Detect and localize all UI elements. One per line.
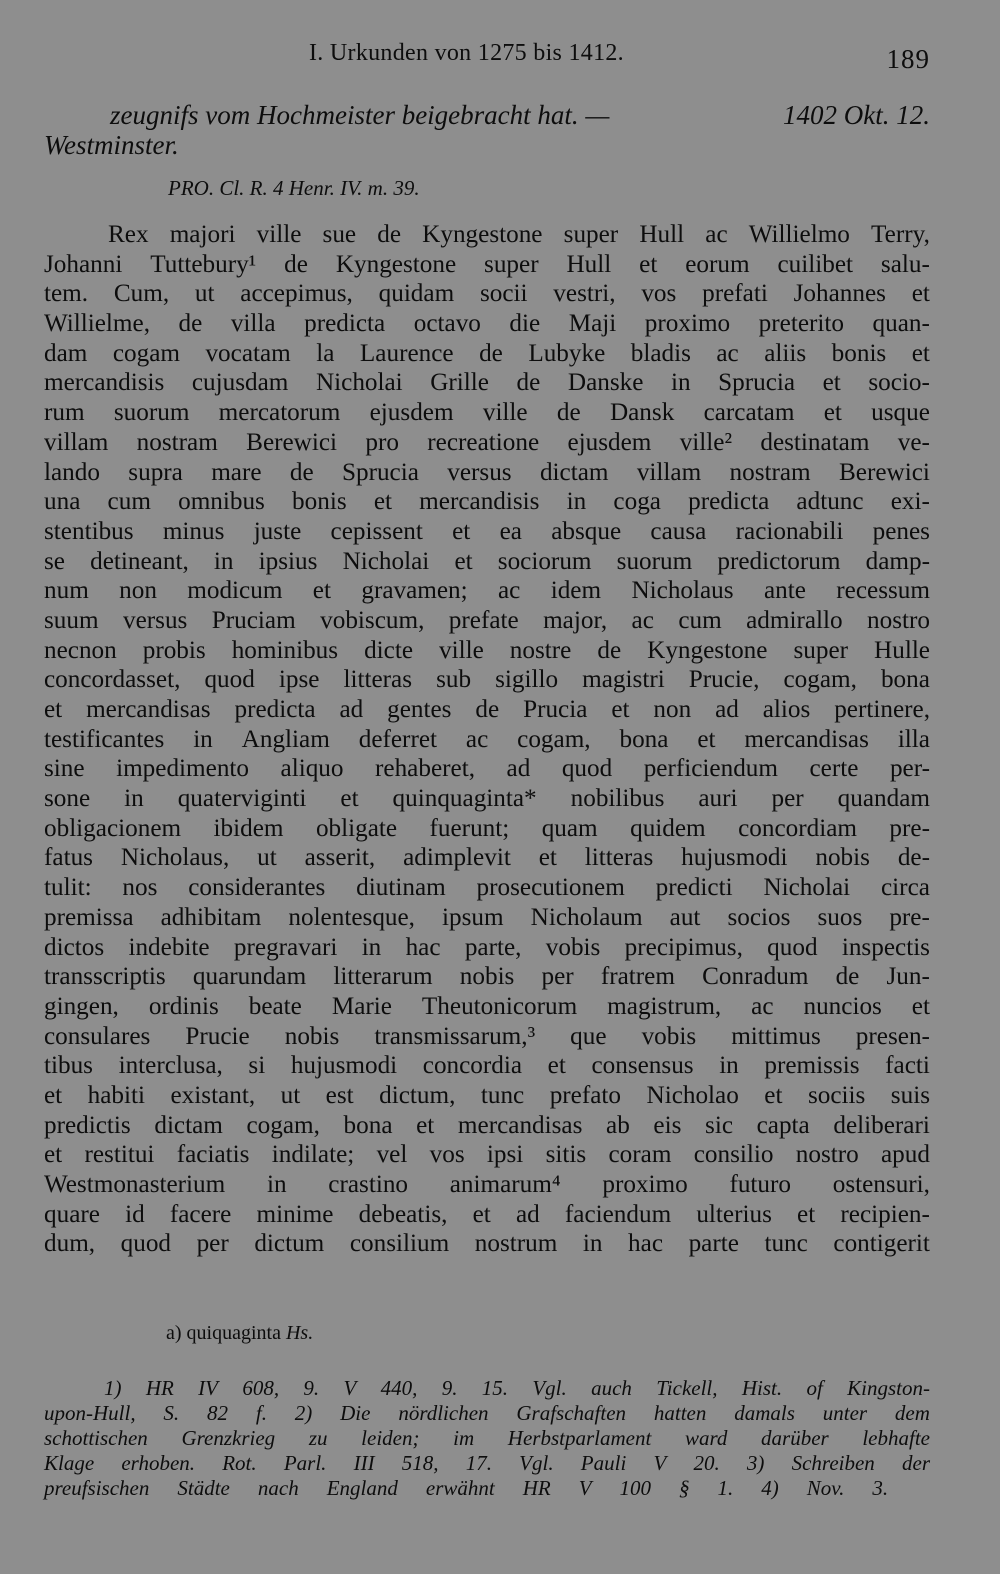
body-line: mercandisis cujusdam Nicholai Grille de Danske in Sprucia et socio-	[44, 369, 930, 397]
body-line: predictis dictam cogam, bona et mercandisas ab eis sic capta deliberari	[44, 1111, 930, 1139]
body-line: Rex majori ville sue de Kyngestone super Hull ac Willielmo Terry,	[108, 221, 930, 248]
page-header	[44, 40, 930, 80]
body-line: premissa adhibitam nolentesque, ipsum Nicholaum aut socios suos pre-	[44, 903, 930, 931]
footnotes	[44, 1376, 930, 1501]
body-line: et habiti existant, ut est dictum, tunc prefato Nicholao et sociis suis	[44, 1081, 930, 1109]
heading-line-1	[44, 100, 930, 130]
body-line: tem. Cum, ut accepimus, quidam socii vestri, vos prefati Johannes et	[44, 280, 930, 308]
footnote-line: schottischen Grenzkrieg zu leiden; im Herbstparlament ward darüber lebhafte	[44, 1426, 930, 1450]
critical-apparatus	[166, 1322, 313, 1345]
body-line: Westmonasterium in crastino animarum⁴ proximo futuro ostensuri,	[44, 1171, 930, 1198]
apparatus-siglum: Hs.	[285, 1322, 314, 1344]
body-line: et restitui faciatis indilate; vel vos ipsi sitis coram consilio nostro apud	[44, 1141, 930, 1169]
body-line: concordasset, quod ipse litteras sub sigillo magistri Prucie, cogam, bona	[44, 666, 930, 694]
apparatus-note: a) quiquaginta	[166, 1322, 281, 1344]
body-line: suum versus Pruciam vobiscum, prefate major, ac cum admirallo nostro	[44, 606, 930, 634]
document-body	[44, 220, 930, 1259]
document-page	[44, 0, 930, 1574]
body-line: se detineant, in ipsius Nicholai et sociorum suorum predictorum damp-	[44, 547, 930, 575]
source-reference: PRO. Cl. R. 4 Henr. IV. m. 39.	[168, 176, 420, 200]
footnote-line: 1) HR IV 608, 9. V 440, 9. 15. Vgl. auch Tickell, Hist. of Kingston-	[104, 1376, 930, 1400]
body-line: et mercandisas predicta ad gentes de Prucia et non ad alios pertinere,	[44, 696, 930, 723]
body-line: villam nostram Berewici pro recreatione ejusdem ville² destinatam ve-	[44, 428, 930, 456]
footnote-line: Klage erhoben. Rot. Parl. III 518, 17. Vgl. Pauli V 20. 3) Schreiben der	[44, 1451, 930, 1475]
body-line: sine impedimento aliquo rehaberet, ad quod perficiendum certe per-	[44, 755, 930, 783]
page-number: 189	[886, 44, 930, 74]
heading-summary: zeugnifs vom Hochmeister beigebracht hat. —	[110, 100, 610, 130]
body-line: rum suorum mercatorum ejusdem ville de Dansk carcatam et usque	[44, 399, 930, 427]
body-line: Johanni Tuttebury¹ de Kyngestone super Hull et eorum cuilibet salu-	[44, 250, 930, 278]
body-line: num non modicum et gravamen; ac idem Nicholaus ante recessum	[44, 577, 930, 605]
body-line: gingen, ordinis beate Marie Theutonicorum magistrum, ac nuncios et	[44, 992, 930, 1020]
body-line: una cum omnibus bonis et mercandisis in coga predicta adtunc exi-	[44, 488, 930, 516]
body-line: testificantes in Angliam deferret ac cogam, bona et mercandisas illa	[44, 725, 930, 753]
body-line: quare id facere minime debeatis, et ad faciendum ulterius et recipien-	[44, 1200, 930, 1228]
footnote-line: upon-Hull, S. 82 f. 2) Die nördlichen Grafschaften hatten damals unter dem	[44, 1401, 930, 1425]
heading-date: 1402 Okt. 12.	[783, 100, 930, 130]
body-line: necnon probis hominibus dicte ville nostre de Kyngestone super Hulle	[44, 636, 930, 664]
body-line: sone in quaterviginti et quinquaginta* nobilibus auri per quandam	[44, 785, 930, 813]
body-line: consulares Prucie nobis transmissarum,³ que vobis mittimus presen-	[44, 1022, 930, 1050]
body-line: obligacionem ibidem obligate fuerunt; quam quidem concordiam pre-	[44, 814, 930, 842]
body-line: lando supra mare de Sprucia versus dictam villam nostram Berewici	[44, 458, 930, 486]
body-line: tulit: nos considerantes diutinam prosecutionem predicti Nicholai circa	[44, 874, 930, 902]
document-heading	[44, 100, 930, 160]
running-title: I. Urkunden von 1275 bis 1412.	[309, 40, 624, 66]
body-line: fatus Nicholaus, ut asserit, adimplevit et litteras hujusmodi nobis de-	[44, 844, 930, 872]
body-line: tibus interclusa, si hujusmodi concordia et consensus in premissis facti	[44, 1052, 930, 1080]
body-line: Willielme, de villa predicta octavo die Maji proximo preterito quan-	[44, 310, 930, 338]
heading-place: Westminster.	[44, 130, 179, 160]
body-line: dum, quod per dictum consilium nostrum in hac parte tunc contigerit	[44, 1230, 930, 1258]
body-line: transscriptis quarundam litterarum nobis per fratrem Conradum de Jun-	[44, 963, 930, 991]
body-line: dictos indebite pregravari in hac parte, vobis precipimus, quod inspectis	[44, 933, 930, 961]
footnote-line: preufsischen Städte nach England erwähnt HR V 100 § 1. 4) Nov. 3.	[44, 1476, 889, 1500]
body-line: stentibus minus juste cepissent et ea absque causa racionabili penes	[44, 517, 930, 545]
body-line: dam cogam vocatam la Laurence de Lubyke bladis ac aliis bonis et	[44, 339, 930, 367]
